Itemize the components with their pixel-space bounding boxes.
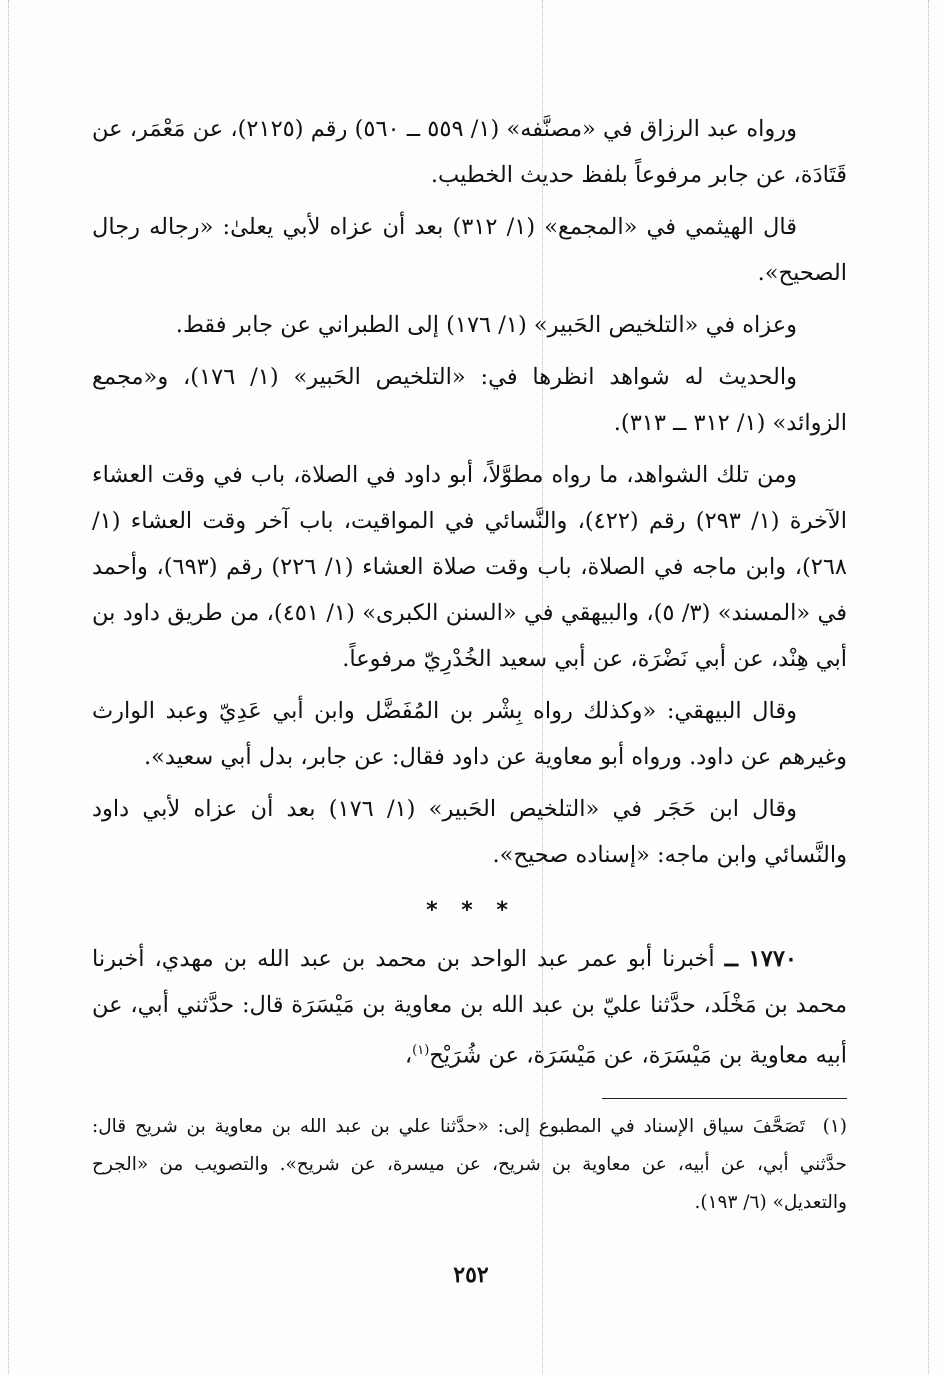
footnote-rule (602, 1098, 847, 1099)
paragraph-shawahid: والحديث له شواهد انظرها في: «التلخيص الحَبير» (١/ ١٧٦)، و«مجمع الزوائد» (١/ ٣١٢ ــ ٣١٣). (92, 364, 847, 436)
scan-edge-left (8, 0, 9, 1374)
paragraph-haythami: قال الهيثمي في «المجمع» (١/ ٣١٢) بعد أن عزاه لأبي يعلىٰ: «رجاله رجال الصحيح». (92, 214, 847, 286)
footnote-marker: (١) (822, 1116, 847, 1137)
hadith-entry (92, 936, 847, 1079)
page-number: ٢٥٢ (453, 1262, 489, 1288)
commentary-text (92, 106, 847, 878)
hadith-punctuation: ، (404, 1042, 413, 1069)
paragraph-abdurrazzaq: ورواه عبد الرزاق في «مصنَّفه» (١/ ٥٥٩ ــ ٥٦٠) رقم (٢١٢٥)، عن مَعْمَر، عن قَتَادَة، عن جابر مرفوعاً بلفظ حديث الخطيب. (92, 116, 847, 188)
hadith-isnad: أخبرنا أبو عمر عبد الواحد بن محمد بن عبد الله بن مهدي، أخبرنا محمد بن مَخْلَد، حدَّثنا عليّ بن عبد الله بن معاوية بن مَيْسَرَة قال: حدَّثني أبي، عن أبيه معاوية بن مَيْسَرَة، عن مَيْسَرَة، عن شُرَيْح (92, 946, 847, 1069)
paragraph-ibn-hajar: وقال ابن حَجَر في «التلخيص الحَبير» (١/ ١٧٦) بعد أن عزاه لأبي داود والنَّسائي وابن ماجه: «إسناده صحيح». (92, 796, 847, 868)
paragraph-talkhis: وعزاه في «التلخيص الحَبير» (١/ ١٧٦) إلى الطبراني عن جابر فقط. (175, 312, 797, 338)
paragraph-bayhaqi: وقال البيهقي: «وكذلك رواه بِشْر بن المُفَضَّل وابن أبي عَدِيّ وعبد الوارث وغيرهم عن داود. ورواه أبو معاوية عن داود فقال: عن جابر، بدل أبي سعيد». (92, 698, 847, 770)
paragraph-abu-dawud: ومن تلك الشواهد، ما رواه مطوَّلاً، أبو داود في الصلاة، باب في وقت العشاء الآخرة (١/ ٢٩٣) رقم (٤٢٢)، والنَّسائي في المواقيت، باب آخر وقت العشاء (١/ ٢٦٨)، وابن ماجه في الصلاة، باب وقت صلاة العشاء (١/ ٢٢٦) رقم (٦٩٣)، وأحمد في «المسند» (٣/ ٥)، والبيهقي في «السنن الكبرى» (١/ ٤٥١)، من طريق داود بن أبي هِنْد، عن أبي نَضْرَة، عن أبي سعيد الخُدْرِيّ مرفوعاً. (92, 462, 848, 672)
footnote-text: تَصَحَّفَ سياق الإسناد في المطبوع إلى: «حدَّثنا علي بن عبد الله بن معاوية بن شريح قال: حدَّثني أبي، عن أبيه، عن معاوية بن شريح، عن ميسرة، عن شريح». والتصويب من «الجرح والتعديل» (٦/ ١٩٣). (92, 1116, 847, 1213)
footnote-reference: (١) (412, 1043, 430, 1058)
scan-edge-right (928, 0, 929, 1374)
hadith-number: ١٧٧٠ ــ (724, 946, 797, 972)
footnote (92, 1108, 847, 1222)
section-separator: * * * (426, 898, 516, 923)
